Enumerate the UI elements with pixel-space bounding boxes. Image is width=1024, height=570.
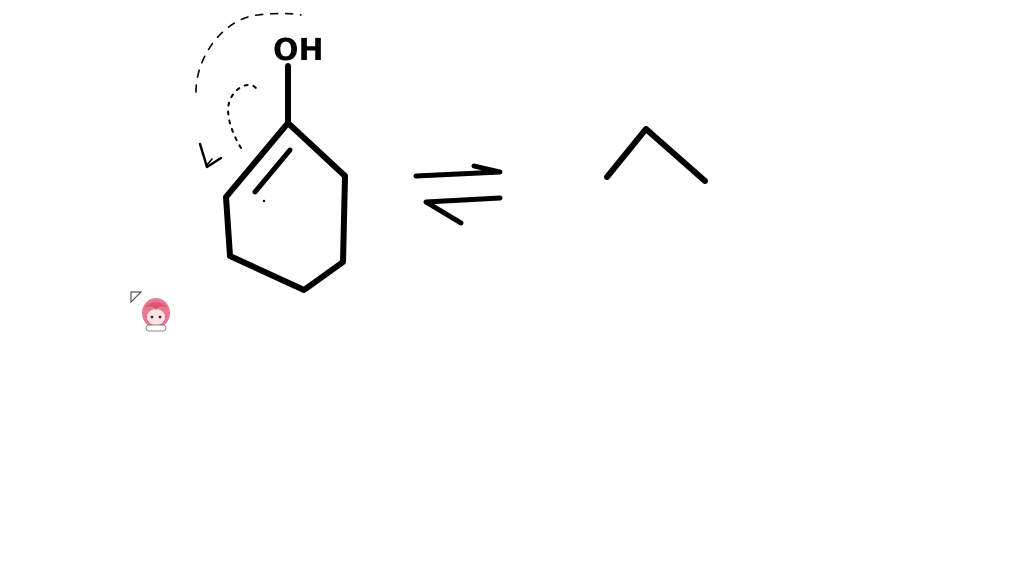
keto-structure-partial (607, 129, 705, 181)
reverse-arrow (426, 198, 500, 223)
pen-cursor (131, 292, 170, 331)
stray-dot (263, 200, 265, 202)
arrow-head-icon (200, 144, 221, 167)
oh-label: OH (273, 33, 324, 68)
equilibrium-arrows-icon (416, 166, 500, 223)
cyclohexene-ring (226, 123, 345, 290)
pen-cursor-icon (131, 292, 141, 302)
enol-structure (226, 33, 345, 290)
forward-arrow (416, 166, 500, 176)
pink-haired-avatar-icon (142, 298, 170, 331)
inner-dotted-arc (228, 85, 257, 148)
